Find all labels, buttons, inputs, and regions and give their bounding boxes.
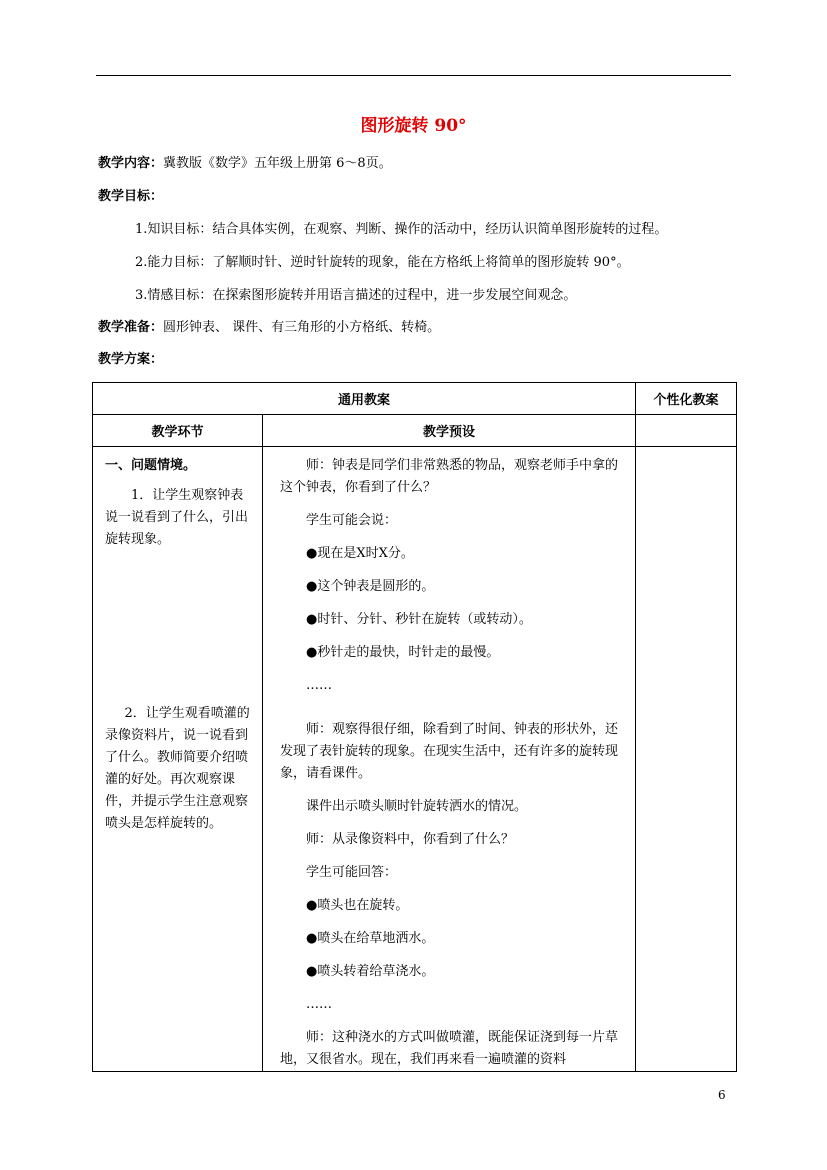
personal-cell [636, 447, 737, 1072]
table-row [93, 447, 737, 1072]
goal-item-3: 3.情感目标：在探索图形旋转并用语言描述的过程中，进一步发展空间观念。 [135, 288, 577, 303]
preset-para: 课件出示喷头顺时针旋转洒水的情况。 [306, 799, 528, 814]
page-title: 图形旋转 90° [360, 116, 467, 136]
preset-para: 师：从录像资料中，你看到了什么？ [306, 832, 515, 847]
content-line [98, 154, 392, 174]
prep-text: 圆形钟表、 课件、有三角形的小方格纸、转椅。 [163, 320, 441, 335]
prep-label: 教学准备： [98, 320, 164, 335]
prep-line [98, 318, 440, 338]
table-header-row [93, 383, 737, 415]
preset-para: …… [306, 678, 332, 693]
preset-para: 学生可能会说： [306, 513, 398, 528]
preset-para: ●喷头在给草地洒水。 [306, 931, 435, 946]
preset-para: ●现在是Ⅹ时Ⅹ分。 [306, 546, 414, 561]
preset-para: ●喷头转着给草浇水。 [306, 964, 435, 979]
preset-para: 师：这种浇水的方式叫做喷灌，既能保证浇到每一片草地，又很省水。现在，我们再来看一遍喷灌的资料 [280, 1030, 619, 1067]
header-preset: 教学预设 [263, 415, 636, 447]
stage-cell [93, 447, 263, 1072]
header-empty-cell [636, 415, 737, 447]
goal-item-2: 2.能力目标：了解顺时针、逆时针旋转的现象，能在方格纸上将简单的图形旋转 90°。 [135, 255, 630, 270]
goal-item-1: 1.知识目标：结合具体实例，在观察、判断、操作的活动中，经历认识简单图形旋转的过程。 [135, 222, 668, 237]
preset-para: 师：钟表是同学们非常熟悉的物品，观察老师手中拿的这个钟表，你看到了什么？ [280, 458, 619, 495]
content-text: 冀教版《数学》五年级上册第 6～8页。 [163, 156, 392, 171]
header-stage: 教学环节 [93, 415, 263, 447]
preset-para: ●秒针走的最快，时针走的最慢。 [306, 645, 500, 660]
lesson-plan-table [92, 382, 737, 1072]
preset-para: ●时针、分针、秒针在旋转（或转动）。 [306, 612, 532, 627]
header-general: 通用教案 [93, 383, 636, 415]
table-subheader-row [93, 415, 737, 447]
content-label: 教学内容： [98, 156, 164, 171]
preset-para: ●喷头也在旋转。 [306, 898, 409, 913]
goals-label: 教学目标： [98, 189, 164, 204]
preset-para: 师：观察得很仔细，除看到了时间、钟表的形状外，还发现了表针旋转的现象。在现实生活中，还有许多的旋转现象，请看课件。 [280, 722, 619, 781]
stage-title: 一、问题情境。 [105, 458, 197, 473]
preset-para: 学生可能回答： [306, 865, 398, 880]
stage-step-1: 1．让学生观察钟表说一说看到了什么，引出旋转现象。 [105, 488, 249, 547]
stage-step-2: 2．让学生观看喷灌的录像资料片，说一说看到了什么。教师简要介绍喷灌的好处。再次观察课件，并提示学生注意观察喷头是怎样旋转的。 [105, 706, 250, 831]
page-number: 6 [718, 1088, 726, 1102]
preset-cell [263, 447, 636, 1072]
plan-label: 教学方案： [98, 352, 164, 367]
preset-para: ●这个钟表是圆形的。 [306, 579, 435, 594]
header-rule [96, 75, 731, 76]
header-personal: 个性化教案 [636, 383, 737, 415]
preset-para: …… [306, 997, 332, 1012]
